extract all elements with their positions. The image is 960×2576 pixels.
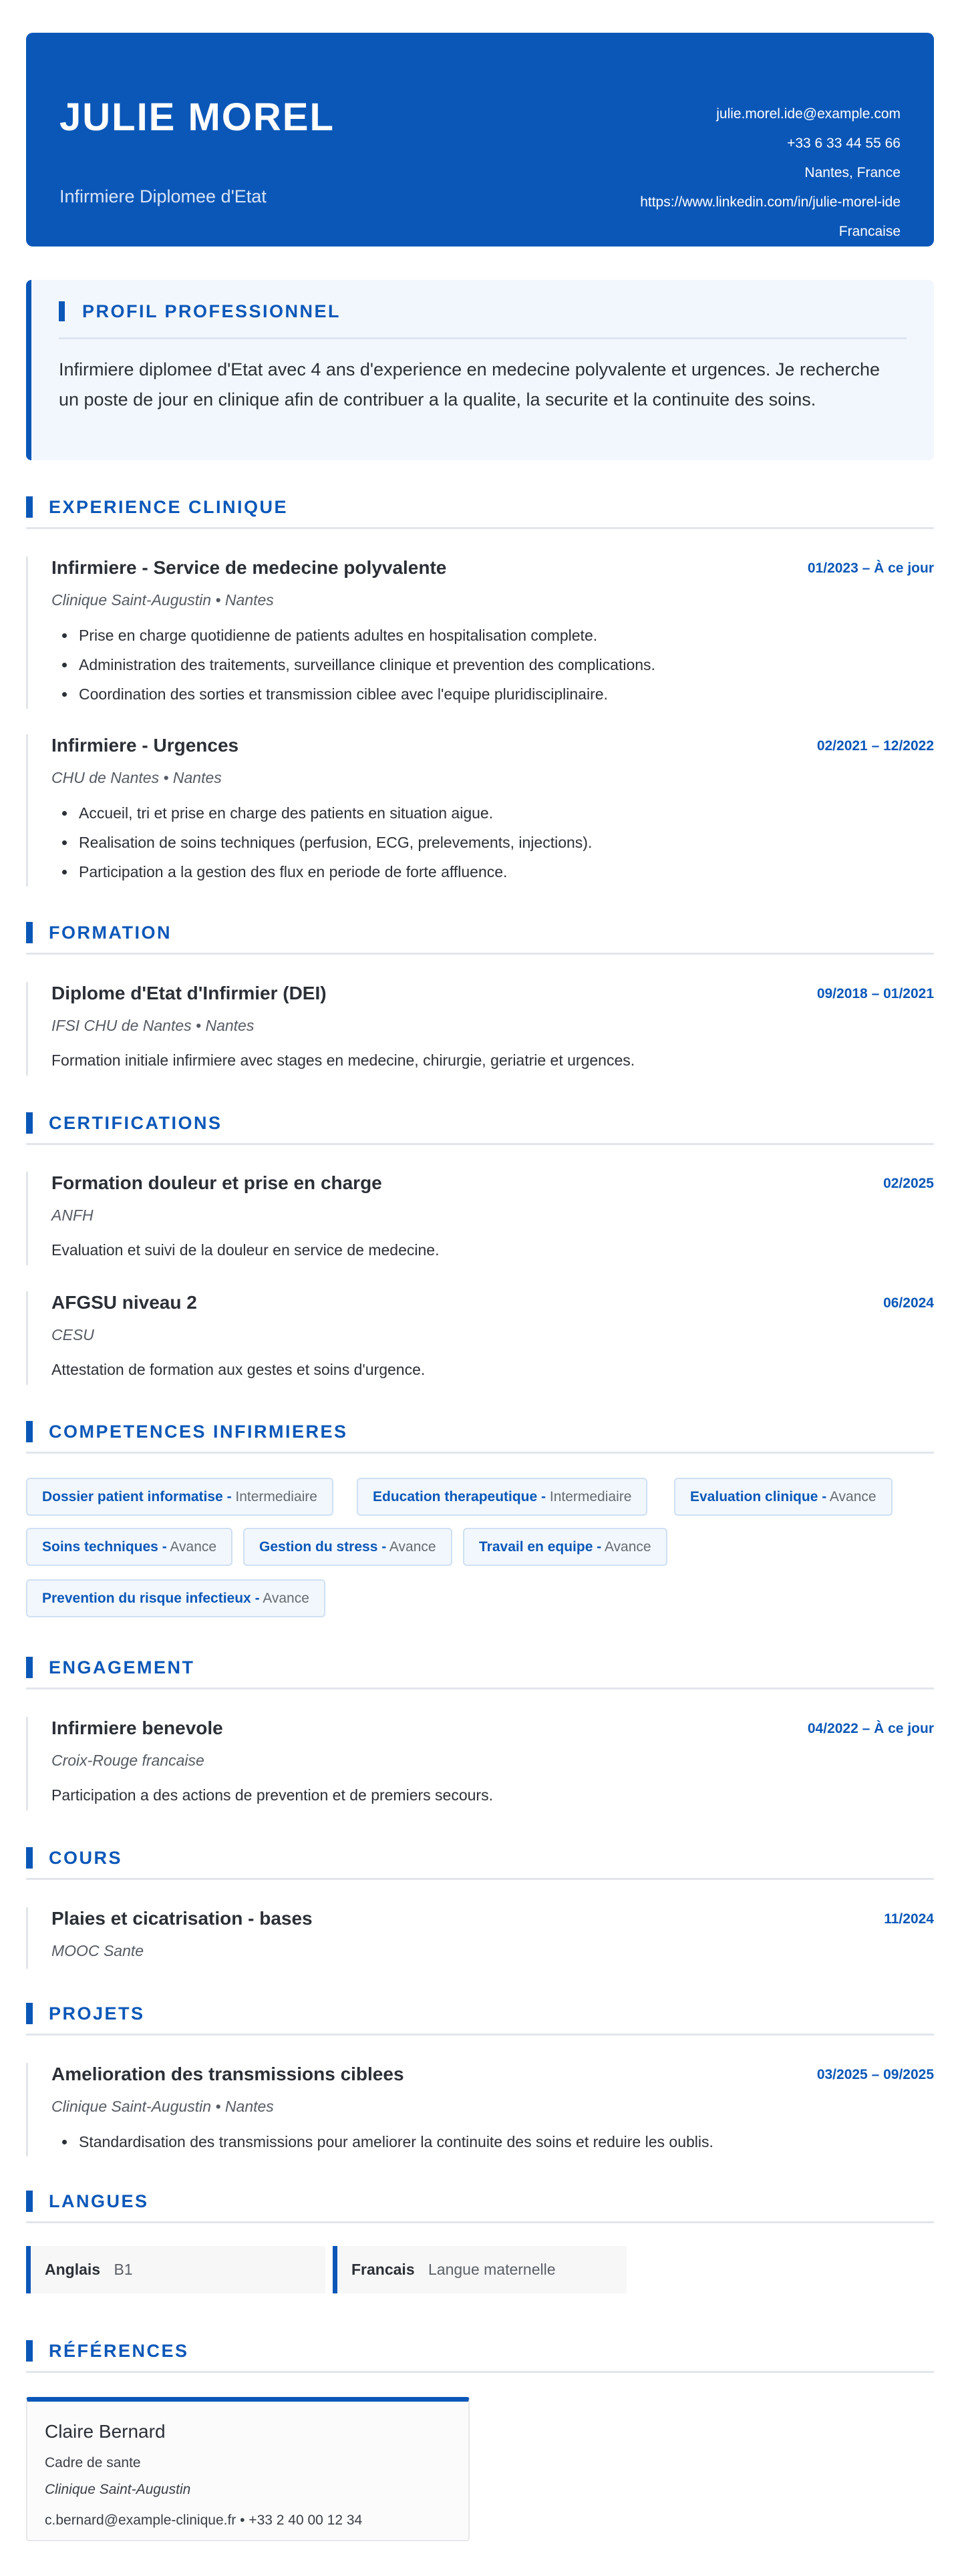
skill-name: Soins techniques - (42, 1539, 167, 1555)
skill-name: Travail en equipe - (479, 1539, 602, 1555)
reference-organization: Clinique Saint-Augustin (45, 2482, 191, 2497)
entry-title: Formation douleur et prise en charge (51, 1172, 382, 1193)
entry-organization: Croix-Rouge francaise (51, 1752, 204, 1769)
section-heading: COMPETENCES INFIRMIERES (26, 1421, 348, 1442)
contact-email[interactable]: julie.morel.ide@example.com (716, 106, 901, 122)
candidate-name: JULIE MOREL (59, 96, 335, 139)
entry-date: 01/2023 – À ce jour (807, 560, 934, 576)
skill-level: Avance (263, 1591, 309, 1606)
entry-organization: Clinique Saint-Augustin • Nantes (51, 591, 274, 609)
contact-nationality: Francaise (838, 224, 901, 239)
experience-entry (26, 556, 934, 709)
section-competences (26, 1421, 934, 1454)
contact-linkedin[interactable]: https://www.linkedin.com/in/julie-morel-ide (640, 194, 901, 210)
section-heading: CERTIFICATIONS (26, 1112, 222, 1134)
entry-description: Evaluation et suivi de la douleur en service de medecine. (51, 1241, 440, 1259)
skill-level: Avance (389, 1539, 436, 1555)
entry-date: 03/2025 – 09/2025 (816, 2067, 934, 2082)
entry-description: Formation initiale infirmiere avec stages en medecine, chirurgie, geriatrie et urgences. (51, 1052, 635, 1069)
list-item: • Participation a la gestion des flux en periode de forte affluence. (76, 857, 592, 887)
language-name: Anglais (45, 2261, 101, 2278)
entry-date: 11/2024 (884, 1911, 934, 1927)
resume-header (26, 33, 934, 247)
section-references (26, 2340, 934, 2374)
section-heading: EXPERIENCE CLINIQUE (26, 496, 288, 518)
entry-title: Infirmiere - Service de medecine polyvalente (51, 557, 447, 578)
reference-contact: c.bernard@example-clinique.fr • +33 2 40 00 12 34 (45, 2513, 363, 2528)
contact-block (640, 100, 901, 247)
section-certifications (26, 1112, 934, 1146)
entry-organization: CHU de Nantes • Nantes (51, 769, 222, 786)
entry-title: Plaies et cicatrisation - bases (51, 1908, 313, 1929)
skill-name: Education therapeutique - (373, 1489, 546, 1504)
list-item: • Administration des traitements, surveillance clinique et prevention des complications. (76, 650, 655, 679)
certification-entry (26, 1172, 934, 1265)
project-entry (26, 2063, 934, 2156)
skill-level: Avance (604, 1539, 651, 1555)
language-level: B1 (114, 2261, 133, 2278)
entry-organization: ANFH (51, 1206, 94, 1224)
entry-description: Participation a des actions de prevention et de premiers secours. (51, 1786, 493, 1804)
skill-level: Avance (170, 1539, 217, 1555)
entry-title: Amelioration des transmissions ciblees (51, 2064, 404, 2084)
profile-text: Infirmiere diplomee d'Etat avec 4 ans d'experience en medecine polyvalente et urgences. Je recherche un poste de jour en clinique afin de contribuer a la qualite, la securite et la continuite des soins. (59, 359, 881, 410)
section-divider (26, 1143, 934, 1145)
section-divider (26, 953, 934, 955)
entry-date: 04/2022 – À ce jour (807, 1721, 934, 1736)
contact-location: Nantes, France (804, 165, 901, 180)
entry-title: Diplome d'Etat d'Infirmier (DEI) (51, 983, 327, 1003)
skill-chip (243, 1528, 452, 1566)
formation-entry (26, 982, 934, 1076)
section-divider (26, 2371, 934, 2373)
section-divider (26, 2034, 934, 2036)
skill-name: Dossier patient informatise - (42, 1489, 232, 1504)
contact-phone: +33 6 33 44 55 66 (787, 136, 901, 151)
entry-organization: Clinique Saint-Augustin • Nantes (51, 2098, 274, 2115)
skill-chip (674, 1478, 893, 1516)
section-divider (26, 1687, 934, 1689)
skill-name: Gestion du stress - (259, 1539, 387, 1555)
skill-chip (26, 1478, 333, 1516)
list-item: • Standardisation des transmissions pour ameliorer la continuite des soins et reduire les oublis. (76, 2127, 713, 2156)
section-engagement (26, 1657, 934, 1690)
reference-card (26, 2397, 470, 2541)
section-divider (26, 2221, 934, 2223)
entry-organization: CESU (51, 1326, 94, 1343)
list-item: • Coordination des sorties et transmission ciblee avec l'equipe pluridisciplinaire. (76, 679, 655, 709)
list-item: • Prise en charge quotidienne de patients adultes en hospitalisation complete. (76, 621, 655, 650)
profile-divider (59, 337, 907, 339)
entry-description: Attestation de formation aux gestes et soins d'urgence. (51, 1361, 426, 1378)
section-divider (26, 527, 934, 529)
entry-bullets (51, 798, 592, 887)
entry-bullets (51, 2127, 713, 2156)
candidate-title: Infirmiere Diplomee d'Etat (59, 186, 267, 206)
profile-section (26, 280, 934, 460)
profile-heading: PROFIL PROFESSIONNEL (59, 301, 341, 321)
section-projets (26, 2003, 934, 2036)
skill-level: Intermediaire (235, 1489, 317, 1504)
entry-title: AFGSU niveau 2 (51, 1292, 197, 1313)
course-entry (26, 1907, 934, 1969)
language-item (333, 2246, 627, 2293)
reference-name: Claire Bernard (45, 2421, 166, 2442)
list-item: • Accueil, tri et prise en charge des patients en situation aigue. (76, 798, 592, 828)
certification-entry (26, 1291, 934, 1385)
skill-chip (357, 1478, 647, 1516)
section-experience (26, 496, 934, 530)
language-item (26, 2246, 325, 2293)
skill-name: Prevention du risque infectieux - (42, 1591, 260, 1606)
section-formation (26, 922, 934, 955)
section-langues (26, 2191, 934, 2224)
section-heading: FORMATION (26, 922, 172, 943)
engagement-entry (26, 1717, 934, 1810)
experience-entry (26, 734, 934, 887)
section-divider (26, 1452, 934, 1454)
entry-bullets (51, 621, 655, 709)
skill-chip (26, 1579, 325, 1617)
skill-level: Avance (829, 1489, 876, 1504)
skill-chip (463, 1528, 667, 1566)
entry-date: 09/2018 – 01/2021 (816, 986, 934, 1001)
section-heading: COURS (26, 1847, 122, 1869)
entry-title: Infirmiere - Urgences (51, 735, 239, 756)
entry-date: 06/2024 (883, 1295, 934, 1311)
language-name: Francais (351, 2261, 415, 2278)
section-heading: ENGAGEMENT (26, 1657, 195, 1678)
entry-date: 02/2025 (883, 1176, 934, 1191)
section-heading: LANGUES (26, 2191, 149, 2212)
section-heading: RÉFÉRENCES (26, 2340, 189, 2362)
reference-role: Cadre de sante (45, 2455, 141, 2470)
entry-title: Infirmiere benevole (51, 1718, 223, 1738)
list-item: • Realisation de soins techniques (perfusion, ECG, prelevements, injections). (76, 828, 592, 857)
language-level: Langue maternelle (428, 2261, 556, 2278)
entry-organization: MOOC Sante (51, 1942, 144, 1959)
skill-name: Evaluation clinique - (690, 1489, 827, 1504)
section-cours (26, 1847, 934, 1881)
section-heading: PROJETS (26, 2003, 145, 2024)
entry-organization: IFSI CHU de Nantes • Nantes (51, 1017, 255, 1034)
entry-date: 02/2021 – 12/2022 (816, 738, 934, 754)
skill-chip (26, 1528, 232, 1566)
skill-level: Intermediaire (549, 1489, 632, 1504)
section-divider (26, 1878, 934, 1880)
